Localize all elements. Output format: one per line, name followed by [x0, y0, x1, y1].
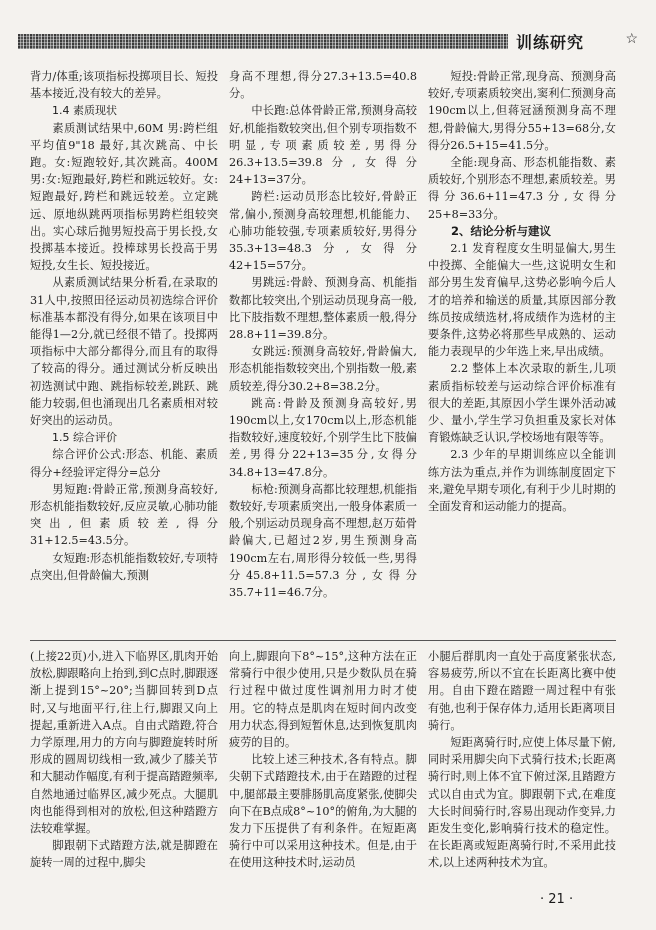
paragraph: 脚跟朝下式踏蹬方法,就是脚蹬在旋转一周的过程中,脚尖: [30, 839, 218, 870]
lower-column-2: [229, 648, 417, 880]
upper-column-3: [428, 68, 616, 640]
section-divider: [30, 640, 616, 641]
paragraph: 从素质测试结果分析看,在录取的31人中,按照田径运动员初选综合评价标准基本都没有得分,如果在该项目中能得1—2分,就已经很不错了。投掷两项指标中大部分都得分,而且有的取得了较高的得分。通过测试分析反映出初选测试中跑、跳指标较差,跳跃、跳能力较弱,但也涌现出几名素质相对较好突出的运动员。: [30, 276, 218, 428]
paragraph: 女跳远:预测身高较好,骨龄偏大,形态机能指数较突出,个别指数一般,素质较差,得分30.2+8=38.2分。: [229, 345, 417, 393]
paragraph: 男跳远:骨龄、预测身高、机能指数都比较突出,个别运动员现身高一般,比下肢指数不理想,整体素质一般,得分28.8+11=39.8分。: [229, 276, 417, 342]
paragraph: 全能:现身高、形态机能指数、素质较好,个别形态不理想,素质较差。男得分36.6+11=47.3分,女得分25+8=33分。: [428, 156, 616, 221]
paragraph: 向上,脚跟向下8°~15°,这种方法在正常骑行中很少使用,只是少数队员在骑行过程中做过度性调剂用力时才使用。它的特点是肌肉在短时间内改变用力状态,得到短暂休息,达到恢复肌肉疲劳的目的。: [229, 650, 417, 750]
paragraph: 比较上述三种技术,各有特点。脚尖朝下式踏蹬技术,由于在踏蹬的过程中,腿部最主要腓肠肌高度紧张,使脚尖向下在B点成8°~10°的俯角,为大腿的发力下压提供了有利条件。在短距离骑行中可以采用这种技术。但是,由于在使用这种技术时,运动员: [229, 753, 417, 870]
paragraph: 身高不理想,得分27.3+13.5=40.8分。: [229, 70, 417, 101]
paragraph: 标枪:预测身高都比较理想,机能指数较好,专项素质突出,一般身体素质一般,个别运动员现身高不理想,赵万茹骨龄偏大,已超过2岁,男生预测身高190cm左右,周形得分较低一些,男得分45.8+11.5=57.3分,女得分35.7+11=46.7分。: [229, 482, 417, 600]
lower-column-1: [30, 648, 218, 880]
paragraph: 2.2 整体上本次录取的新生,儿项素质指标较差与运动综合评价标准有很大的差距,其原因小学生课外活动减少、量小,学生学习负担重及家长对体育锻炼缺乏认识,学校场地有限等等。: [428, 362, 616, 445]
paragraph: 小腿后群肌肉一直处于高度紧张状态,容易疲劳,所以不宜在长距离比赛中使用。自由下蹬在踏蹬一周过程中有张有弛,也利于保存体力,适用长距离项目骑行。: [428, 650, 616, 732]
section-heading: 1.5 综合评价: [52, 431, 117, 445]
paragraph: 男短跑:骨龄正常,预测身高较好,形态机能指数较好,反应灵敏,心肺功能突出,但素质较差,得分31+12.5=43.5分。: [30, 482, 218, 548]
paragraph: 素质测试结果中,60M 男:跨栏组平均值9"18 最好,其次跳高、中长跑。女:短跑较好,其次跳高。400M 男:女:短跑最好,跨栏和跳远较好。女:短跑最好,跨栏和跳远较差。立定跳远、原地纵跳两项指标男跨栏组较突出。实心球后抛男短投高于男长投,女投掷基本接近。投棒球男长投高于男短投,女生长、短投接近。: [30, 121, 218, 273]
section-title: 训练研究: [516, 33, 585, 52]
lower-column-3: [428, 648, 616, 880]
page-number: · 21 ·: [540, 892, 574, 907]
paragraph: 跳高:骨龄及预测身高较好,男190cm以上,女170cm以上,形态机能指数较好,速度较好,个别学生比下肢偏差,男得分22+13=35分,女得分34.8+13=47.8分。: [229, 396, 417, 479]
major-heading: 2、结论分析与建议: [451, 223, 552, 238]
header-decorative-bar: [18, 34, 508, 49]
paragraph: 中长跑:总体骨龄正常,预测身高较好,机能指数较突出,但个别专项指数不明显,专项素质较差,男得分26.3+13.5=39.8分,女得分24+13=37分。: [229, 104, 417, 187]
paragraph: 综合评价公式:形态、机能、素质得分+经验评定得分=总分: [30, 448, 218, 479]
paragraph: 短投:骨龄正常,现身高、预测身高较好,专项素质较突出,窦利仁预测身高190cm以上,但蒋冠涵预测身高不理想,骨龄偏大,男得分55+13=68分,女得分26.5+15=41.5分。: [428, 70, 616, 152]
paragraph: 女短跑:形态机能指数较好,专项特点突出,但骨龄偏大,预测: [30, 551, 218, 582]
page-header: [18, 30, 640, 54]
paragraph: 2.1 发育程度女生明显偏大,男生中投掷、全能偏大一些,这说明女生和部分男生发育偏早,这势必影响今后人才的培养和输送的质量,其原因部分教练员按成绩选材,将成绩作为选材的主要条件,这势必将那些早成熟的、运动能力表现早的少年选上来,早出成绩。: [428, 242, 616, 359]
paragraph: 背力/体重;该项指标投掷项目长、短投基本接近,没有较大的差异。: [30, 70, 218, 101]
paragraph: 2.3 少年的早期训练应以全能训练方法为重点,并作为训练制度固定下来,避免早期专项化,有利于少儿时期的全面发育和运动能力的提高。: [428, 448, 616, 514]
paragraph: 短距离骑行时,应使上体尽量下俯,同时采用脚尖向下式骑行技术;长距离骑行时,则上体不宜下俯过深,且踏蹬方式以自由式为宜。脚跟朝下式,在难度大长时间骑行时,容易出现动作变异,力距发生变化,影响骑行技术的稳定性。在长距离或短距离骑行时,不采用此技术,以上述两种技术为宜。: [428, 736, 616, 870]
section-heading: 1.4 素质现状: [52, 104, 117, 118]
paragraph: (上接22页)小,进入下临界区,肌肉开始放松,脚跟略向上抬到,到C点时,脚跟逐渐上提到15°~20°;当脚回转到D点时,又与地面平行,往上行,脚跟又向上提起,重新进入A点。自由式踏蹬,符合力学原理,用力的方向与脚蹬旋转时所形成的圆周切线相一致,减少了膝关节和大腿动作幅度,有利于提高踏蹬频率,自然地通过临界区,减少死点。大腿肌肉也能得到相对的放松,但这种踏蹬方法较难掌握。: [30, 650, 218, 836]
paragraph: 跨栏:运动员形态比较好,骨龄正常,偏小,预测身高较理想,机能能力、心肺功能较强,专项素质较好,男得分35.3+13=48.3分,女得分42+15=57分。: [229, 190, 417, 273]
upper-column-1: [30, 68, 218, 640]
upper-column-2: [229, 68, 417, 640]
star-icon: ☆: [625, 31, 638, 47]
